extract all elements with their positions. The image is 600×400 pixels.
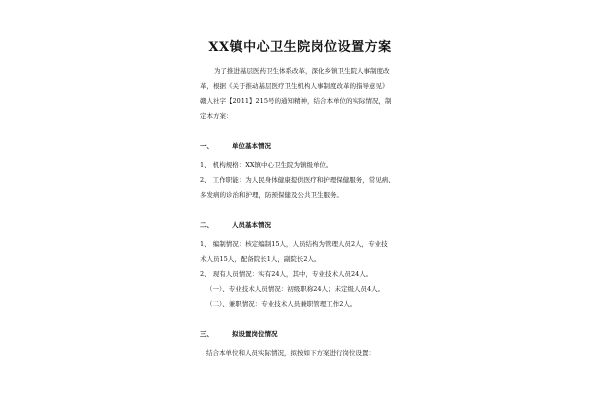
intro-line: 定本方案： [200, 112, 233, 120]
section-line: 2、 工作职能：为人民身体健康提供医疗和护理保健服务，常见病、 [200, 176, 395, 184]
section-subline: （二）、兼职情况：专业技术人员兼职管理工作2人。 [206, 300, 357, 308]
section-line: 多发病的诊治和护理，防预保健及公共卫生服务。 [200, 191, 343, 199]
section-title: 拟设置岗位情况 [232, 330, 278, 338]
section-title: 人员基本情况 [232, 221, 271, 229]
section-line: 术人员15人，配备院长1人，副院长2人。 [200, 255, 321, 263]
section-line: 结合本单位和人员实际情况，拟按如下方案进行岗位设置： [206, 349, 375, 357]
section-heading-2 [200, 218, 410, 233]
section-number: 三、 [200, 330, 213, 338]
section-number: 一、 [200, 142, 213, 150]
document-title: XX镇中心卫生院岗位设置方案 [208, 40, 392, 55]
section-number: 二、 [200, 221, 213, 229]
section-title: 单位基本情况 [232, 142, 271, 150]
section-subline: （一）、专业技术人员情况：初级职称24人；未定级人员4人。 [206, 285, 385, 293]
section-heading-1 [200, 139, 410, 154]
document-body [200, 64, 410, 361]
section-line: 2、 现有人员情况：实有24人，其中，专业技术人员24人。 [200, 270, 373, 278]
intro-line: 为了推进基层医药卫生体系改革，深化乡镇卫生院人事制度改 [214, 67, 390, 75]
section-line: 1、 编制情况：核定编制15人，人员结构为管理人员2人，专业技 [200, 240, 388, 248]
intro-line: 赣人社字【2011】215号的通知精神，结合本单位的实际情况，制 [200, 97, 392, 105]
intro-line: 革，根据《关于推动基层医疗卫生机构人事制度改革的指导意见》 [200, 82, 389, 90]
section-heading-3 [200, 327, 410, 342]
section-line: 1、 机构规格：XX镇中心卫生院为镇级单位。 [200, 161, 333, 169]
